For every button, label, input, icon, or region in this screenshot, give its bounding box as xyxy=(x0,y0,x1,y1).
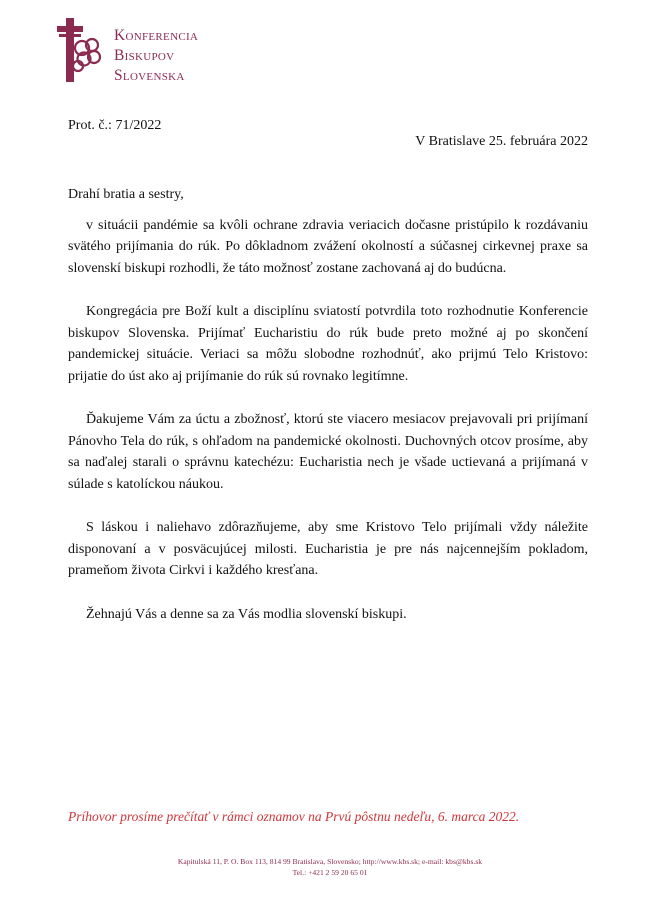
paragraph: Kongregácia pre Boží kult a disciplínu sviatostí potvrdila toto rozhodnutie Konferencie biskupov Slovenska. Prijímať Eucharistiu do rúk bude preto možné aj po skončení pandemickej situácie. Veriaci sa môžu slobodne rozhodnúť, ako prijmú Telo Kristovo: prijatie do úst ako aj prijímanie do rúk sú rovnako legitímne. xyxy=(68,304,588,384)
address-line-2: Tel.: +421 2 59 20 65 01 xyxy=(292,868,368,877)
reading-announcement: Príhovor prosíme prečítať v rámci oznamov na Prvú pôstnu nedeľu, 6. marca 2022. xyxy=(68,809,520,824)
closing-blessing: Žehnajú Vás a denne sa za Vás modlia slovenskí biskupi. xyxy=(86,606,407,622)
footer-address xyxy=(0,856,660,878)
salutation: Drahí bratia a sestry, xyxy=(68,187,184,202)
org-name-line-1: Konferencia xyxy=(114,27,199,44)
org-name-line-3: Slovenska xyxy=(114,67,185,84)
protocol-number: Prot. č.: 71/2022 xyxy=(68,118,162,133)
letterhead xyxy=(54,14,274,86)
paragraph: v situácii pandémie sa kvôli ochrane zdravia veriacich dočasne pristúpilo k rozdávaniu svätého prijímania do rúk. Po dôkladnom zvážení okolností a súčasnej cirkevnej praxe sa slovenskí biskupi rozhodli, že táto možnosť zostane zachovaná aj do budúcna. xyxy=(68,217,588,276)
paragraph: S láskou i naliehavo zdôrazňujeme, aby sme Kristovo Telo prijímali vždy náležite disponovaní a v posväcujúcej milosti. Eucharistia je pre nás najcennejším pokladom, prameňom života Cirkvi i každého kresťana. xyxy=(68,520,588,578)
cross-with-rings-logo xyxy=(54,14,106,86)
paragraph: Ďakujeme Vám za úctu a zbožnosť, ktorú ste viacero mesiacov prejavovali pri prijímaní Pánovho Tela do rúk, s ohľadom na pandemické okolnosti. Duchovných otcov prosíme, aby sa naďalej starali o správnu katechézu: Eucharistia nech je všade uctievaná a prijímaná v súlade s katolíckou náukou. xyxy=(68,412,588,492)
organization-name xyxy=(114,26,198,86)
address-line-1: Kapitulská 11, P. O. Box 113, 814 99 Bratislava, Slovensko; http://www.kbs.sk; e-mail: kbs@kbs.sk xyxy=(177,857,483,866)
dateline: V Bratislave 25. februára 2022 xyxy=(415,134,588,149)
org-name-line-2: Biskupov xyxy=(114,47,175,64)
letter-body xyxy=(68,184,588,625)
